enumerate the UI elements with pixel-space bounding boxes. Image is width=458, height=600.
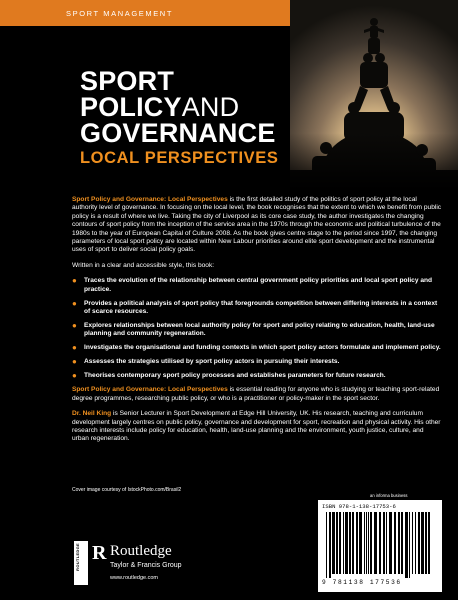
cover-photo-human-tower xyxy=(290,0,458,190)
barcode-number: 9 781138 177536 xyxy=(322,579,402,586)
series-label: SPORT MANAGEMENT xyxy=(66,9,174,18)
intro-book-title: Sport Policy and Governance: Local Perspectives xyxy=(72,196,228,203)
list-item: ● Explores relationships between local authority policy for sport and policy relating to education, health, land-use planning and community regeneration. xyxy=(72,320,435,338)
intro-paragraph xyxy=(72,196,442,255)
book-subtitle: LOCAL PERSPECTIVES xyxy=(80,149,279,167)
publisher-name: Routledge xyxy=(110,543,172,559)
hero-section xyxy=(0,0,458,190)
book-title xyxy=(80,68,278,168)
bullet-dot-icon: ● xyxy=(72,298,77,308)
list-item: ● Theorises contemporary sport policy processes and establishes parameters for future research. xyxy=(72,371,386,380)
informa-tagline: an informa business xyxy=(370,493,408,498)
list-item: ● Provides a political analysis of sport policy that foregrounds competition between differing interests in a context of scarce resources. xyxy=(72,298,438,315)
title-line-2 xyxy=(80,94,278,120)
title-and: AND xyxy=(181,92,240,122)
barcode-icon xyxy=(324,512,436,578)
lead-sentence: Written in a clear and accessible style, this book: xyxy=(72,261,215,269)
publisher-group: Taylor & Francis Group xyxy=(110,562,182,569)
blurb xyxy=(72,196,442,451)
image-credit: Cover image courtesy of IstockPhoto.com/Brasil2 xyxy=(72,487,182,493)
bullet-dot-icon: ● xyxy=(72,371,77,380)
essential-paragraph xyxy=(72,386,442,403)
essential-book-title: Sport Policy and Governance: Local Perspectives xyxy=(72,386,228,394)
list-item: ● Assesses the strategies utilised by sport policy actors in pursuing their interests. xyxy=(72,357,340,367)
bullet-dot-icon: ● xyxy=(72,343,77,353)
publisher-url: www.routledge.com xyxy=(110,575,158,581)
title-line-3: GOVERNANCE xyxy=(80,118,276,148)
essential-text: is essential reading for anyone who is studying or teaching sport-related degree programmes, researching public policy, or who is a practitioner or policy-maker in the sport sector. xyxy=(72,386,440,402)
routledge-mark-icon: ROUTLEDGE xyxy=(74,541,88,585)
publisher-logo xyxy=(74,539,244,589)
isbn-label: ISBN 978-1-138-17753-6 xyxy=(322,503,396,510)
bullet-dot-icon: ● xyxy=(72,320,77,330)
routledge-r-icon: R xyxy=(92,542,107,564)
title-line-1: SPORT xyxy=(80,66,175,96)
author-paragraph xyxy=(72,410,442,444)
list-item: ● Investigates the organisational and funding contexts in which sport policy actors formulate and implement policy. xyxy=(72,343,441,353)
feature-list xyxy=(72,277,442,380)
list-item: ● Traces the evolution of the relationship between central government policy priorities and local sport policy and practice. xyxy=(72,276,433,293)
barcode-box xyxy=(318,500,442,592)
bullet-dot-icon: ● xyxy=(72,357,77,367)
intro-text: is the first detailed study of the politics of sport policy at the local authority level of governance. In focusing on the local level, the book recognises that the extent to which we benefit from public policy is a result of where we live. Taking the city of Liverpool as its core case study, the author investigates the changing contours of sport policy from the inception of the service area in the 1970s through the economic and political turbulence of the 1980s to the year of European Capital of Culture 2008. As the book gives centre stage to the period since 1997, the changing parameters of local sport policy are located within New Labour priorities around elite sport development and the instrumental uses of sport to deliver social policy goals. xyxy=(72,196,442,254)
author-name: Dr. Neil King xyxy=(72,410,112,418)
bullet-dot-icon: ● xyxy=(72,276,77,286)
title-policy: POLICY xyxy=(80,92,182,122)
author-bio: is Senior Lecturer in Sport Development at Edge Hill University, UK. His research, teaching and curriculum development largely centres on public policy, governance and development for sport, recreation and physical activity. His other research interests include policy for education, health, land-use planning and the environment, youth justice, culture, and urban regeneration. xyxy=(72,410,441,443)
series-bar xyxy=(0,0,290,26)
